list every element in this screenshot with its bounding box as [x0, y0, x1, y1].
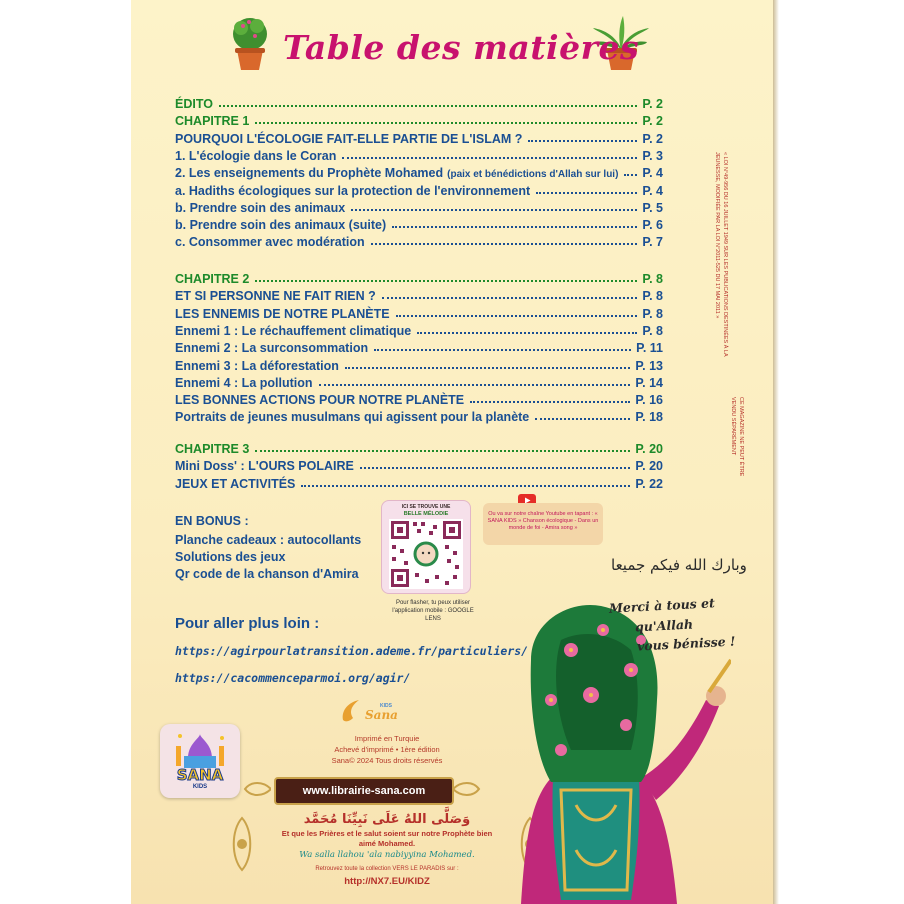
toc-entry-title: POURQUOI L'ÉCOLOGIE FAIT-ELLE PARTIE DE L'ISLAM ? [175, 131, 523, 146]
bonus-item: Planche cadeaux : autocollants [175, 533, 362, 547]
bonus-item: Qr code de la chanson d'Amira [175, 567, 359, 581]
toc-dot-leader [360, 467, 631, 469]
toc-dot-leader [255, 450, 630, 452]
toc-entry-title: Ennemi 1 : Le réchauffement climatique [175, 323, 412, 338]
toc-page-number: P. 11 [636, 341, 663, 356]
toc-dot-leader [382, 297, 638, 299]
toc-entry-title: JEUX ET ACTIVITÉS [175, 476, 296, 491]
toc-entry-title: CHAPITRE 3 [175, 442, 250, 456]
toc-page-number: P. 4 [642, 166, 663, 181]
toc-page-number: P. 22 [635, 476, 663, 491]
toc-page-number: P. 20 [635, 459, 663, 474]
mosque-icon [170, 730, 230, 770]
ornament-right-icon [453, 779, 481, 799]
toc-row[interactable] [175, 287, 663, 303]
toc-dot-leader [528, 140, 637, 142]
toc-entry-title: CHAPITRE 1 [175, 114, 250, 129]
toc-entry-title: LES BONNES ACTIONS POUR NOTRE PLANÈTE [175, 393, 465, 408]
toc-entry-title: Mini Doss' : L'OURS POLAIRE [175, 459, 354, 474]
toc-dot-leader [351, 209, 637, 211]
legal-notice-vertical: « LOI N°49-956 DU 16 JUILLET 1949 SUR LES PUBLICATIONS DESTINÉES À LA JEUNESSE, MODIFIÉE PAR LA LOI N°2011-525 DU 17 MAI 2011 » [714, 152, 728, 357]
toc-dot-leader [342, 157, 637, 159]
toc-dot-leader [371, 243, 638, 245]
toc-row[interactable] [175, 457, 663, 473]
toc-row[interactable] [175, 374, 663, 390]
website-banner[interactable]: www.librairie-sana.com [274, 777, 454, 805]
toc-entry-title: Portraits de jeunes musulmans qui agissent pour la planète [175, 410, 530, 425]
sana-kids-mini: KIDS [380, 703, 392, 709]
toc-page-number: P. 14 [635, 375, 663, 390]
link-ademe[interactable]: https://agirpourlatransition.ademe.fr/particuliers/ [175, 644, 529, 658]
toc-dot-leader [417, 332, 637, 334]
toc-row[interactable] [175, 475, 663, 491]
toc-entry-title: Ennemi 4 : La pollution [175, 375, 313, 390]
toc-entry-title: b. Prendre soin des animaux [175, 200, 346, 215]
toc-entry-title: ÉDITO [175, 97, 213, 111]
qr-code-icon [389, 519, 463, 589]
toc-page-number: P. 8 [642, 306, 663, 321]
toc-row[interactable] [175, 357, 663, 373]
handwritten-line-2: qu'Allah [634, 616, 694, 635]
toc-page-number: P. 7 [642, 235, 663, 250]
toc-row[interactable] [175, 95, 663, 111]
toc-page-number: P. 8 [642, 323, 663, 338]
toc-dot-leader [255, 280, 637, 282]
toc-page-number: P. 8 [642, 272, 663, 286]
toc-entry-title: Ennemi 2 : La surconsommation [175, 341, 369, 356]
toc-page-number: P. 2 [642, 97, 663, 111]
toc-row[interactable] [175, 339, 663, 355]
arabic-salutation: وَصَلَّى اللهُ عَلَى نَبِيِّنَا مُحَمَّد [303, 812, 471, 827]
toc-dot-leader [374, 349, 631, 351]
sana-brand: Sana [365, 708, 398, 722]
imprint-line-2: Achevé d'imprimé • 1ère édition [334, 745, 440, 754]
toc-page-number: P. 4 [642, 183, 663, 198]
toc-page-number: P. 20 [635, 442, 663, 456]
toc-dot-leader [301, 485, 630, 487]
toc-page-number: P. 2 [642, 131, 663, 146]
toc-row[interactable] [175, 130, 663, 146]
toc-row[interactable] [175, 270, 663, 286]
toc-row[interactable] [175, 305, 663, 321]
toc-entry-title: a. Hadiths écologiques sur la protection de l'environnement [175, 183, 531, 198]
floral-ornament-left-icon [227, 816, 257, 872]
toc-entry-title: 2. Les enseignements du Prophète Mohamed [175, 166, 444, 181]
toc-dot-leader [392, 226, 637, 228]
toc-entry-title: 1. L'écologie dans le Coran [175, 148, 337, 163]
sana-swirl-icon [339, 698, 361, 724]
toc-entry-title: b. Prendre soin des animaux (suite) [175, 218, 387, 233]
youtube-info: Ou va sur notre chaîne Youtube en tapant : « SANA KIDS » Chanson écologique - Dans un monde de foi - Amira song » [483, 503, 603, 545]
toc-page-number: P. 18 [635, 410, 663, 425]
toc-entry-title: Ennemi 3 : La déforestation [175, 358, 339, 373]
toc-dot-leader [219, 105, 637, 107]
toc-row[interactable] [175, 440, 663, 456]
toc-row[interactable] [175, 233, 663, 249]
qr-code-card[interactable] [381, 500, 471, 594]
qr-caption: Pour flasher, tu peux utiliser l'application mobile : GOOGLE LENS [392, 600, 474, 622]
handwritten-line-1: Merci à tous et [608, 595, 716, 616]
handwritten-line-3: vous bénisse ! [636, 633, 736, 654]
toc-page-number: P. 13 [635, 358, 663, 373]
toc-row[interactable] [175, 164, 663, 180]
toc-page-number: P. 8 [642, 289, 663, 304]
toc-dot-leader [345, 367, 631, 369]
toc-dot-leader [536, 192, 637, 194]
toc-entry-title: ET SI PERSONNE NE FAIT RIEN ? [175, 289, 376, 304]
page-title: Table des matières [283, 28, 640, 67]
toc-entry-title: LES ENNEMIS DE NOTRE PLANÈTE [175, 306, 390, 321]
toc-row[interactable] [175, 408, 663, 424]
link-cacommenceparmoi[interactable]: https://cacommenceparmoi.org/agir/ [175, 671, 411, 685]
qr-banner-top: ICI SE TROUVE UNE [401, 504, 451, 510]
bonus-title: EN BONUS : [175, 514, 249, 528]
toc-page-number: P. 16 [635, 393, 663, 408]
toc-entry-title: CHAPITRE 2 [175, 272, 250, 286]
toc-entry-title: c. Consommer avec modération [175, 235, 365, 250]
toc-row[interactable] [175, 216, 663, 232]
toc-entry-note: (paix et bénédictions d'Allah sur lui) [447, 169, 619, 181]
french-salutation: Et que les Prières et le salut soient sur notre Prophète bien aimé Mohamed. [281, 829, 493, 848]
links-title: Pour aller plus loin : [175, 615, 320, 632]
toc-page-number: P. 5 [642, 200, 663, 215]
toc-row[interactable] [175, 112, 663, 128]
toc-dot-leader [624, 174, 637, 176]
toc-row[interactable] [175, 322, 663, 338]
toc-row[interactable] [175, 147, 663, 163]
logo-kids-text: KIDS [192, 784, 208, 790]
toc-dot-leader [255, 122, 637, 124]
transliteration: Wa salla llahou 'ala nabiyyina Mohamed. [299, 850, 475, 860]
toc-row[interactable] [175, 182, 663, 198]
handwritten-arabic: وبارك الله فيكم جميعا [611, 556, 747, 574]
page-edge [773, 0, 779, 904]
ornament-left-icon [243, 779, 271, 799]
toc-page-number: P. 2 [642, 114, 663, 129]
logo-sana-text: SANA [176, 766, 224, 784]
sana-kids-logo [160, 724, 240, 798]
toc-dot-leader [535, 418, 630, 420]
toc-row[interactable] [175, 199, 663, 215]
plant-pot-left-icon [229, 14, 271, 72]
magazine-page [131, 0, 773, 904]
bonus-item: Solutions des jeux [175, 550, 286, 564]
imprint-line-1: Imprimé en Turquie [354, 734, 420, 743]
toc-dot-leader [470, 401, 630, 403]
toc-row[interactable] [175, 391, 663, 407]
toc-page-number: P. 3 [642, 148, 663, 163]
toc-dot-leader [319, 384, 631, 386]
toc-page-number: P. 6 [642, 218, 663, 233]
imprint-line-3: Sana© 2024 Tous droits réservés [331, 756, 443, 765]
collection-url[interactable]: http://NX7.EU/KIDZ [344, 876, 430, 887]
toc-dot-leader [396, 315, 638, 317]
sale-notice-vertical: CE MAGAZINE NE PEUT ÊTRE VENDU SÉPARÉMENT [730, 397, 744, 477]
collection-note: Retrouvez toute la collection VERS LE PARADIS sur : [315, 866, 459, 872]
qr-banner-bottom: BELLE MÉLODIE [403, 511, 449, 517]
bonus-section [175, 513, 361, 583]
